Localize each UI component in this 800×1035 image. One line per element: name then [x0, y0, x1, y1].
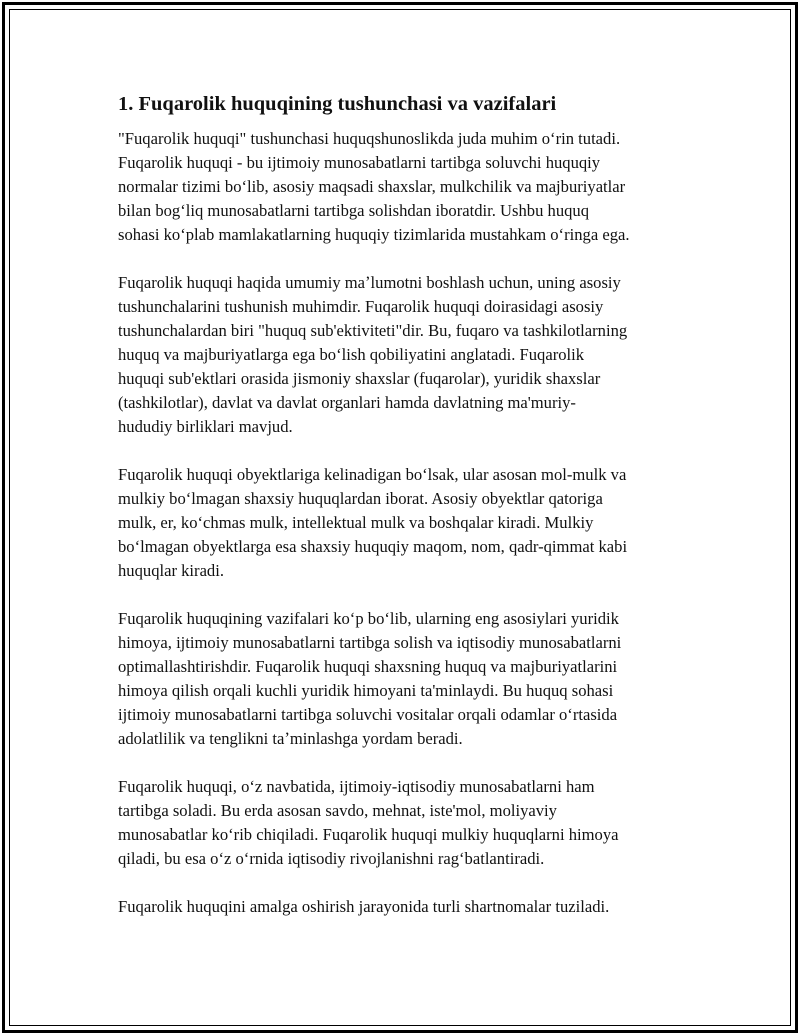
text-line: Fuqarolik huquqi - bu ijtimoiy munosabatlarni tartibga soluvchi huquqiy	[118, 153, 601, 172]
paragraph-3	[118, 463, 690, 583]
text-line: qiladi, bu esa oʻz oʻrnida iqtisodiy rivojlanishni ragʻbatlantiradi.	[118, 849, 545, 868]
text-line: himoya qilish orqali kuchli yuridik himoyani ta'minlaydi. Bu huquq sohasi	[118, 681, 614, 700]
text-line: ijtimoiy munosabatlarni tartibga soluvchi vositalar orqali odamlar oʻrtasida	[118, 705, 618, 724]
document-body	[118, 90, 690, 943]
text-line: Fuqarolik huquqi obyektlariga kelinadigan boʻlsak, ular asosan mol-mulk va	[118, 465, 627, 484]
text-line: tushunchalarini tushunish muhimdir. Fuqarolik huquqi doirasidagi asosiy	[118, 297, 604, 316]
text-line: Fuqarolik huquqini amalga oshirish jarayonida turli shartnomalar tuziladi.	[118, 897, 610, 916]
text-line: Fuqarolik huquqi haqida umumiy maʼlumotni boshlash uchun, uning asosiy	[118, 273, 621, 292]
text-line: optimallashtirishdir. Fuqarolik huquqi shaxsning huquq va majburiyatlarini	[118, 657, 618, 676]
text-line: bilan bogʻliq munosabatlarni tartibga solishdan iboratdir. Ushbu huquq	[118, 201, 590, 220]
text-line: tushunchalardan biri "huquq sub'ektiviteti"dir. Bu, fuqaro va tashkilotlarning	[118, 321, 628, 340]
paragraph-6	[118, 895, 690, 919]
text-line: mulkiy boʻlmagan shaxsiy huquqlardan iborat. Asosiy obyektlar qatoriga	[118, 489, 603, 508]
paragraph-1	[118, 127, 690, 247]
text-line: (tashkilotlar), davlat va davlat organlari hamda davlatning ma'muriy-	[118, 393, 576, 412]
text-line: himoya, ijtimoiy munosabatlarni tartibga solish va iqtisodiy munosabatlarni	[118, 633, 622, 652]
text-line: boʻlmagan obyektlarga esa shaxsiy huquqiy maqom, nom, qadr-qimmat kabi	[118, 537, 628, 556]
paragraph-4	[118, 607, 690, 751]
text-line: mulk, er, koʻchmas mulk, intellektual mulk va boshqalar kiradi. Mulkiy	[118, 513, 594, 532]
text-line: tartibga soladi. Bu erda asosan savdo, mehnat, iste'mol, moliyaviy	[118, 801, 557, 820]
paragraph-5	[118, 775, 690, 871]
text-line: huquq va majburiyatlarga ega boʻlish qobiliyatini anglatadi. Fuqarolik	[118, 345, 585, 364]
text-line: normalar tizimi boʻlib, asosiy maqsadi shaxslar, mulkchilik va majburiyatlar	[118, 177, 626, 196]
text-line: munosabatlar koʻrib chiqiladi. Fuqarolik huquqi mulkiy huquqlarni himoya	[118, 825, 619, 844]
text-line: Fuqarolik huquqi, oʻz navbatida, ijtimoiy-iqtisodiy munosabatlarni ham	[118, 777, 595, 796]
text-line: huquqlar kiradi.	[118, 561, 224, 580]
text-line: "Fuqarolik huquqi" tushunchasi huquqshunoslikda juda muhim oʻrin tutadi.	[118, 129, 621, 148]
text-line: Fuqarolik huquqining vazifalari koʻp boʻlib, ularning eng asosiylari yuridik	[118, 609, 619, 628]
text-line: huquqi sub'ektlari orasida jismoniy shaxslar (fuqarolar), yuridik shaxslar	[118, 369, 601, 388]
text-line: adolatlilik va tenglikni taʼminlashga yordam beradi.	[118, 729, 463, 748]
text-line: hududiy birliklari mavjud.	[118, 417, 293, 436]
section-heading: 1. Fuqarolik huquqining tushunchasi va vazifalari	[118, 93, 557, 115]
text-line: sohasi koʻplab mamlakatlarning huquqiy tizimlarida mustahkam oʻringa ega.	[118, 225, 630, 244]
paragraph-2	[118, 271, 690, 439]
